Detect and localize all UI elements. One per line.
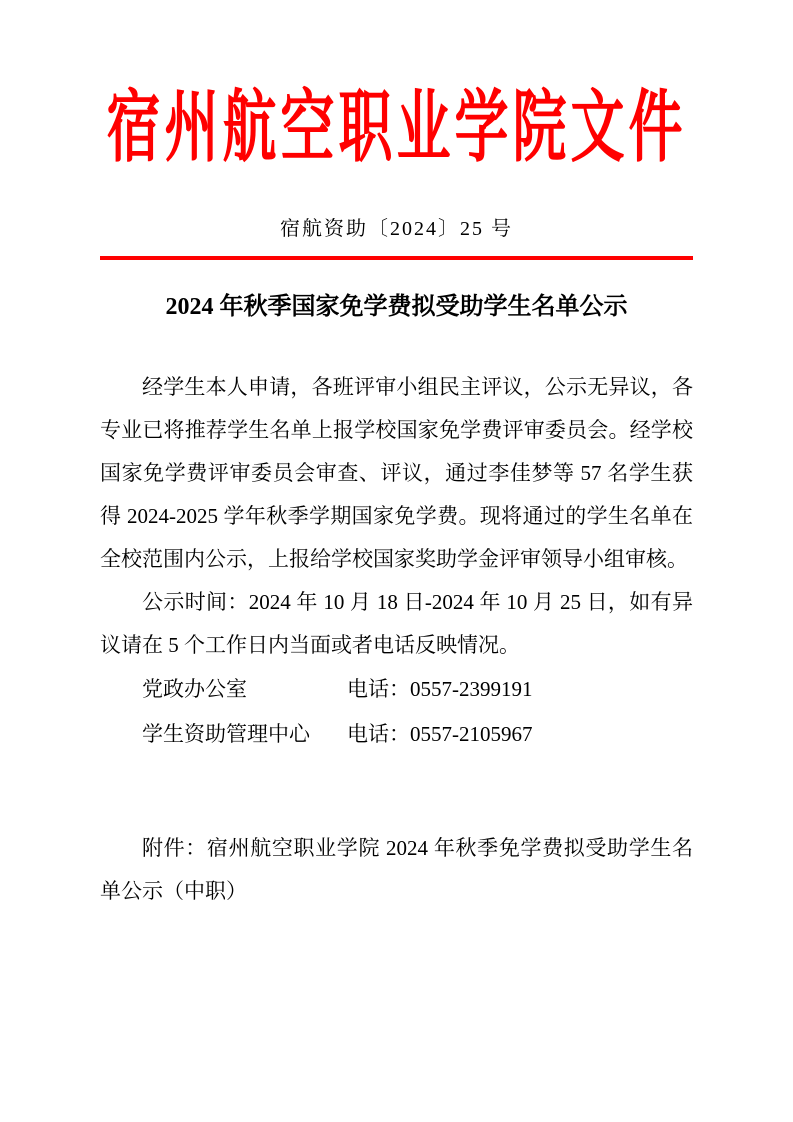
contact-phone-number: 电话：0557-2105967 [347,722,533,746]
contact-row-student-aid-center [100,712,693,757]
announcement-title: 2024 年秋季国家免学费拟受助学生名单公示 [165,294,628,320]
contact-office-name: 党政办公室 [142,677,247,701]
contact-row-office [100,667,693,712]
document-content [0,84,793,913]
announcement-body [100,366,693,913]
contact-phone-number: 电话：0557-2399191 [347,677,533,701]
red-letterhead-title: 宿州航空职业学院文件 [106,84,687,172]
body-paragraph-publicity-period: 公示时间：2024 年 10 月 18 日-2024 年 10 月 25 日，如有异议请在 5 个工作日内当面或者电话反映情况。 [100,590,693,657]
red-divider-line [100,256,693,260]
contact-office-name: 学生资助管理中心 [142,722,310,746]
body-paragraph-main: 经学生本人申请，各班评审小组民主评议，公示无异议，各专业已将推荐学生名单上报学校国家免学费评审委员会。经学校国家免学费评审委员会审查、评议，通过李佳梦等 57 名学生获得 2024-2025 学年秋季学期国家免学费。现将通过的学生名单在全校范围内公示，上报给学校国家奖助学金评审领导小组审核。 [100,375,693,571]
attachment-note: 附件：宿州航空职业学院 2024 年秋季免学费拟受助学生名单公示（中职） [100,836,693,903]
document-number: 宿航资助〔2024〕25 号 [280,218,513,240]
